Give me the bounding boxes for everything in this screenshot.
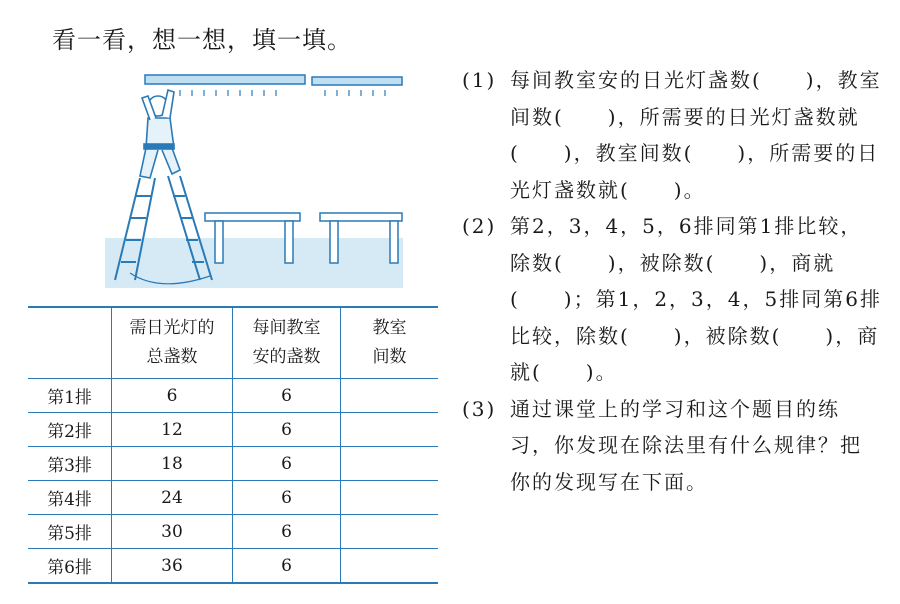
row-label: 第5排	[28, 515, 112, 549]
question-number: (3)	[462, 396, 497, 421]
per-room-cell: 6	[233, 549, 341, 584]
question-1	[462, 62, 882, 208]
total-cell: 18	[112, 447, 233, 481]
row-label: 第6排	[28, 549, 112, 584]
total-cell: 36	[112, 549, 233, 584]
table-row	[28, 413, 438, 447]
table-row	[28, 515, 438, 549]
total-cell: 6	[112, 379, 233, 413]
total-cell: 24	[112, 481, 233, 515]
rooms-cell[interactable]	[341, 447, 439, 481]
table-header-total: 需日光灯的 总盏数	[112, 307, 233, 379]
table-row	[28, 481, 438, 515]
question-2	[462, 208, 882, 391]
questions-list	[462, 62, 882, 500]
question-3	[462, 391, 882, 501]
table-row	[28, 379, 438, 413]
row-label: 第3排	[28, 447, 112, 481]
total-cell: 12	[112, 413, 233, 447]
exercise-title: 看一看，想一想，填一填。	[52, 26, 352, 54]
rooms-cell[interactable]	[341, 413, 439, 447]
row-label: 第2排	[28, 413, 112, 447]
question-number: (1)	[462, 68, 497, 92]
rooms-cell[interactable]	[341, 549, 439, 584]
rooms-cell[interactable]	[341, 481, 439, 515]
data-table	[28, 306, 438, 584]
question-text: 每间教室安的日光灯盏数( )，教室间数( )，所需要的日光灯盏数就( )，教室间数( )，所需要的日光灯盏数就( )。	[510, 68, 882, 202]
question-text: 通过课堂上的学习和这个题目的练习，你发现在除法里有什么规律？把你的发现写在下面。	[510, 396, 862, 494]
per-room-cell: 6	[233, 413, 341, 447]
rooms-cell[interactable]	[341, 379, 439, 413]
per-room-cell: 6	[233, 515, 341, 549]
table-header-per-room: 每间教室 安的盏数	[233, 307, 341, 379]
table-row	[28, 549, 438, 584]
question-text: 第2，3，4，5，6排同第1排比较，除数( )，被除数( )，商就( )；第1，2，3，4，5排同第6排比较，除数( )，被除数( )，商就( )。	[510, 214, 882, 384]
row-label: 第4排	[28, 481, 112, 515]
electrician-illustration	[100, 68, 405, 293]
rooms-cell[interactable]	[341, 515, 439, 549]
table-row	[28, 447, 438, 481]
table-header-row	[28, 307, 438, 379]
table-header-rooms: 教室 间数	[341, 307, 439, 379]
per-room-cell: 6	[233, 447, 341, 481]
row-label: 第1排	[28, 379, 112, 413]
question-number: (2)	[462, 214, 497, 238]
per-room-cell: 6	[233, 379, 341, 413]
table-header-blank	[28, 307, 112, 379]
total-cell: 30	[112, 515, 233, 549]
per-room-cell: 6	[233, 481, 341, 515]
